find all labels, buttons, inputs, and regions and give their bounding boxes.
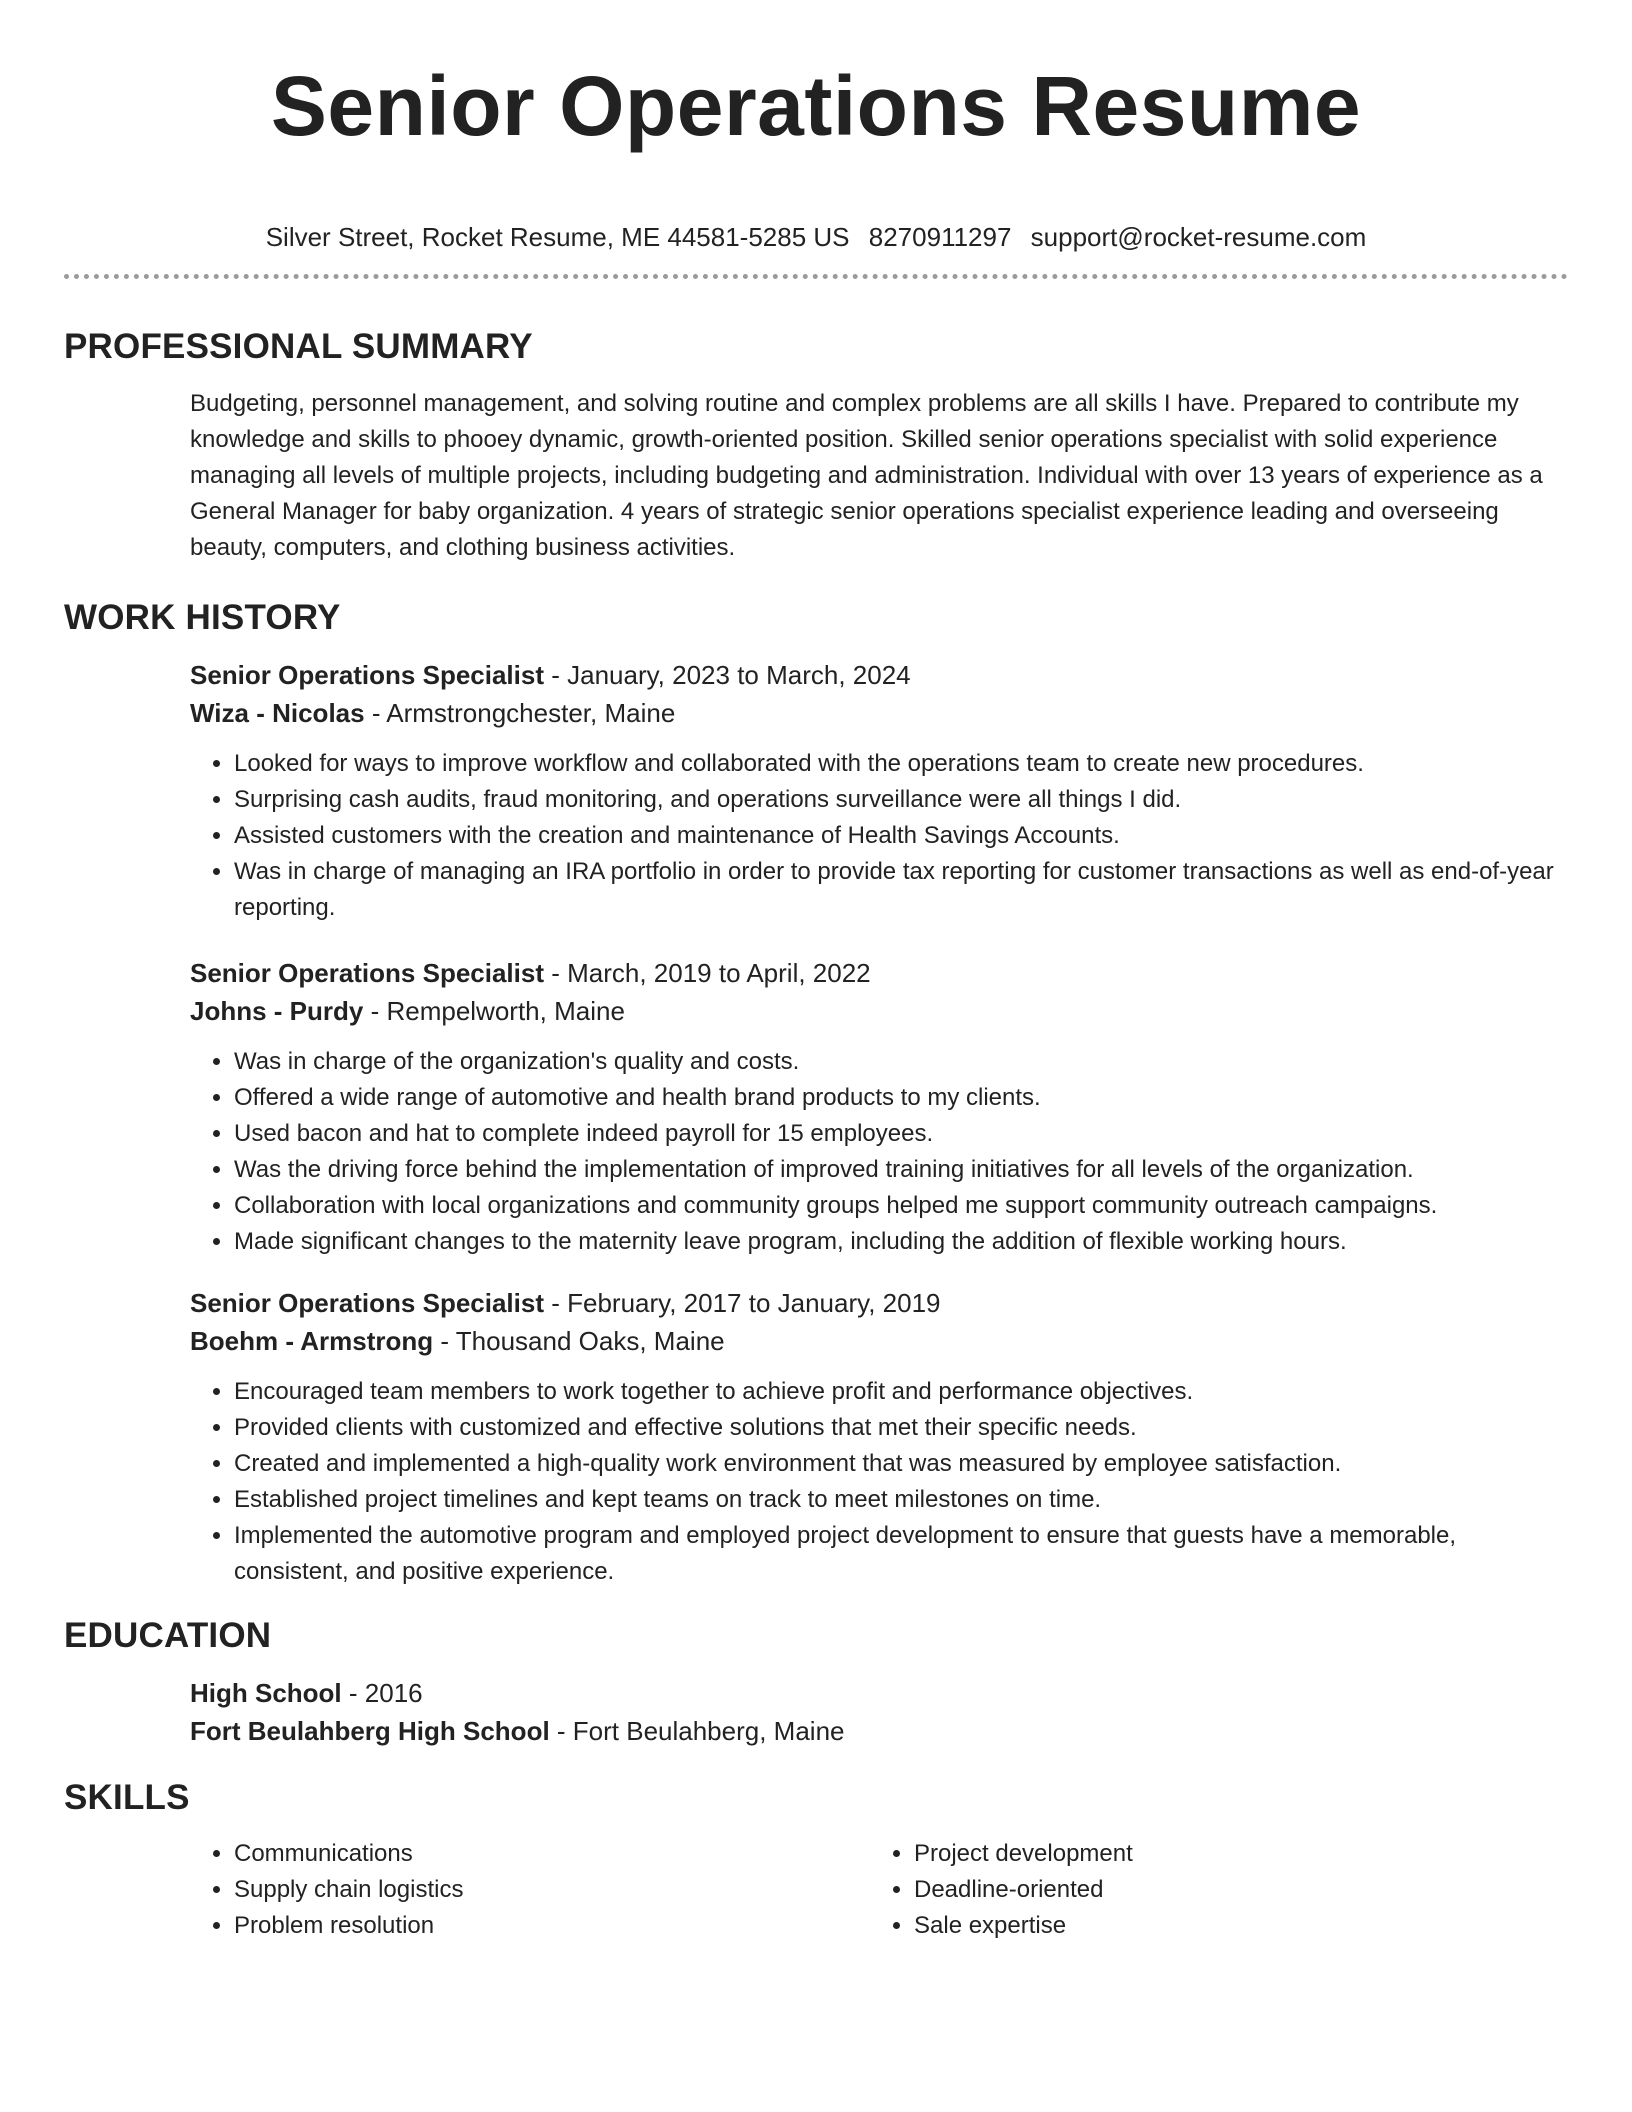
job-title-line: [190, 954, 1568, 992]
job-separator: -: [544, 958, 568, 988]
job-bullets: [190, 1374, 1568, 1590]
employer-separator: -: [364, 698, 387, 728]
employer-line: [190, 1322, 1568, 1360]
job-bullets: [190, 1044, 1568, 1260]
employer-location: Rempelworth, Maine: [386, 996, 625, 1026]
skill-item: • Problem resolution: [234, 1908, 870, 1944]
employer-name: Wiza - Nicolas: [190, 698, 365, 728]
school-name: Fort Beulahberg High School: [190, 1716, 550, 1746]
work-history-section: [64, 596, 1568, 1590]
job-bullet: • Implemented the automotive program and employed project development to ensure that guests have a memorable, consistent, and positive experience.: [234, 1518, 1568, 1590]
employer-line: [190, 992, 1568, 1030]
resume-title: Senior Operations Resume: [270, 59, 1362, 153]
employer-name: Johns - Purdy: [190, 996, 364, 1026]
employer-location: Thousand Oaks, Maine: [455, 1326, 725, 1356]
skill-item: • Communications: [234, 1836, 870, 1872]
job-title-line: [190, 1284, 1568, 1322]
summary-text: Budgeting, personnel management, and solving routine and complex problems are all skills I have. Prepared to contribute my knowledge and skills to phooey dynamic, growth-oriented position. Skilled senior operations specialist with solid experience managing all levels of multiple projects, including budgeting and administration. Individual with over 13 years of experience as a General Manager for baby organization. 4 years of strategic senior operations specialist experience leading and overseeing beauty, computers, and clothing business activities.: [190, 390, 1543, 561]
school-separator: -: [549, 1716, 573, 1746]
job-bullet: • Offered a wide range of automotive and health brand products to my clients.: [234, 1080, 1568, 1116]
skills-section: [64, 1776, 1568, 1944]
job-dates: March, 2019 to April, 2022: [567, 958, 871, 988]
job-bullet: • Looked for ways to improve workflow and collaborated with the operations team to create new procedures.: [234, 746, 1568, 782]
contact-phone: 8270911297: [868, 222, 1012, 252]
job-title: Senior Operations Specialist: [190, 958, 544, 988]
job-bullet: • Made significant changes to the maternity leave program, including the addition of flexible working hours.: [234, 1224, 1568, 1260]
job-bullet: • Created and implemented a high-quality work environment that was measured by employee satisfaction.: [234, 1446, 1568, 1482]
skills-list: [870, 1836, 1550, 1944]
employer-separator: -: [433, 1326, 456, 1356]
summary-section: [64, 325, 1568, 566]
job-bullet: • Established project timelines and kept teams on track to meet milestones on time.: [234, 1482, 1568, 1518]
job-bullet: • Was the driving force behind the implementation of improved training initiatives for all levels of the organization.: [234, 1152, 1568, 1188]
job-bullet: • Used bacon and hat to complete indeed payroll for 15 employees.: [234, 1116, 1568, 1152]
job-dates: February, 2017 to January, 2019: [567, 1288, 941, 1318]
employer-separator: -: [363, 996, 387, 1026]
skill-item: • Project development: [914, 1836, 1550, 1872]
degree-separator: -: [341, 1678, 365, 1708]
contact-email: support@rocket-resume.com: [1030, 222, 1367, 252]
degree-year: 2016: [364, 1678, 423, 1708]
job-entry: [190, 1284, 1568, 1590]
job-bullet: • Was in charge of managing an IRA portfolio in order to provide tax reporting for customer transactions as well as end-of-year reporting.: [234, 854, 1568, 926]
education-heading: EDUCATION: [64, 1616, 272, 1655]
job-bullet: • Collaboration with local organizations and community groups helped me support community outreach campaigns.: [234, 1188, 1568, 1224]
degree-line: [190, 1674, 1568, 1712]
skills-heading: SKILLS: [64, 1778, 190, 1817]
work-history-heading: WORK HISTORY: [64, 598, 341, 637]
school-line: [190, 1712, 1568, 1750]
job-title-line: [190, 656, 1568, 694]
job-bullet: • Encouraged team members to work together to achieve profit and performance objectives.: [234, 1374, 1568, 1410]
job-dates: January, 2023 to March, 2024: [567, 660, 911, 690]
header-divider: [64, 274, 1568, 279]
job-entry: [190, 954, 1568, 1260]
job-bullet: • Assisted customers with the creation and maintenance of Health Savings Accounts.: [234, 818, 1568, 854]
employer-location: Armstrongchester, Maine: [386, 698, 676, 728]
education-section: [64, 1614, 1568, 1750]
job-entry: [190, 656, 1568, 926]
employer-name: Boehm - Armstrong: [190, 1326, 434, 1356]
job-bullet: • Provided clients with customized and effective solutions that met their specific needs.: [234, 1410, 1568, 1446]
job-bullets: [190, 746, 1568, 926]
job-title: Senior Operations Specialist: [190, 660, 544, 690]
contact-line: [0, 220, 1632, 254]
skills-grid: [190, 1836, 1568, 1944]
job-title: Senior Operations Specialist: [190, 1288, 544, 1318]
skill-item: • Deadline-oriented: [914, 1872, 1550, 1908]
skills-list: [190, 1836, 870, 1944]
degree-name: High School: [190, 1678, 342, 1708]
skill-item: • Sale expertise: [914, 1908, 1550, 1944]
skills-column-left: [190, 1836, 870, 1944]
skill-item: • Supply chain logistics: [234, 1872, 870, 1908]
school-location: Fort Beulahberg, Maine: [572, 1716, 845, 1746]
summary-heading: PROFESSIONAL SUMMARY: [64, 327, 533, 366]
job-separator: -: [544, 660, 568, 690]
contact-address: Silver Street, Rocket Resume, ME 44581-5285 US: [265, 222, 850, 252]
employer-line: [190, 694, 1568, 732]
skills-column-right: [870, 1836, 1550, 1944]
job-bullet: • Surprising cash audits, fraud monitoring, and operations surveillance were all things I did.: [234, 782, 1568, 818]
job-bullet: • Was in charge of the organization's quality and costs.: [234, 1044, 1568, 1080]
job-separator: -: [544, 1288, 568, 1318]
